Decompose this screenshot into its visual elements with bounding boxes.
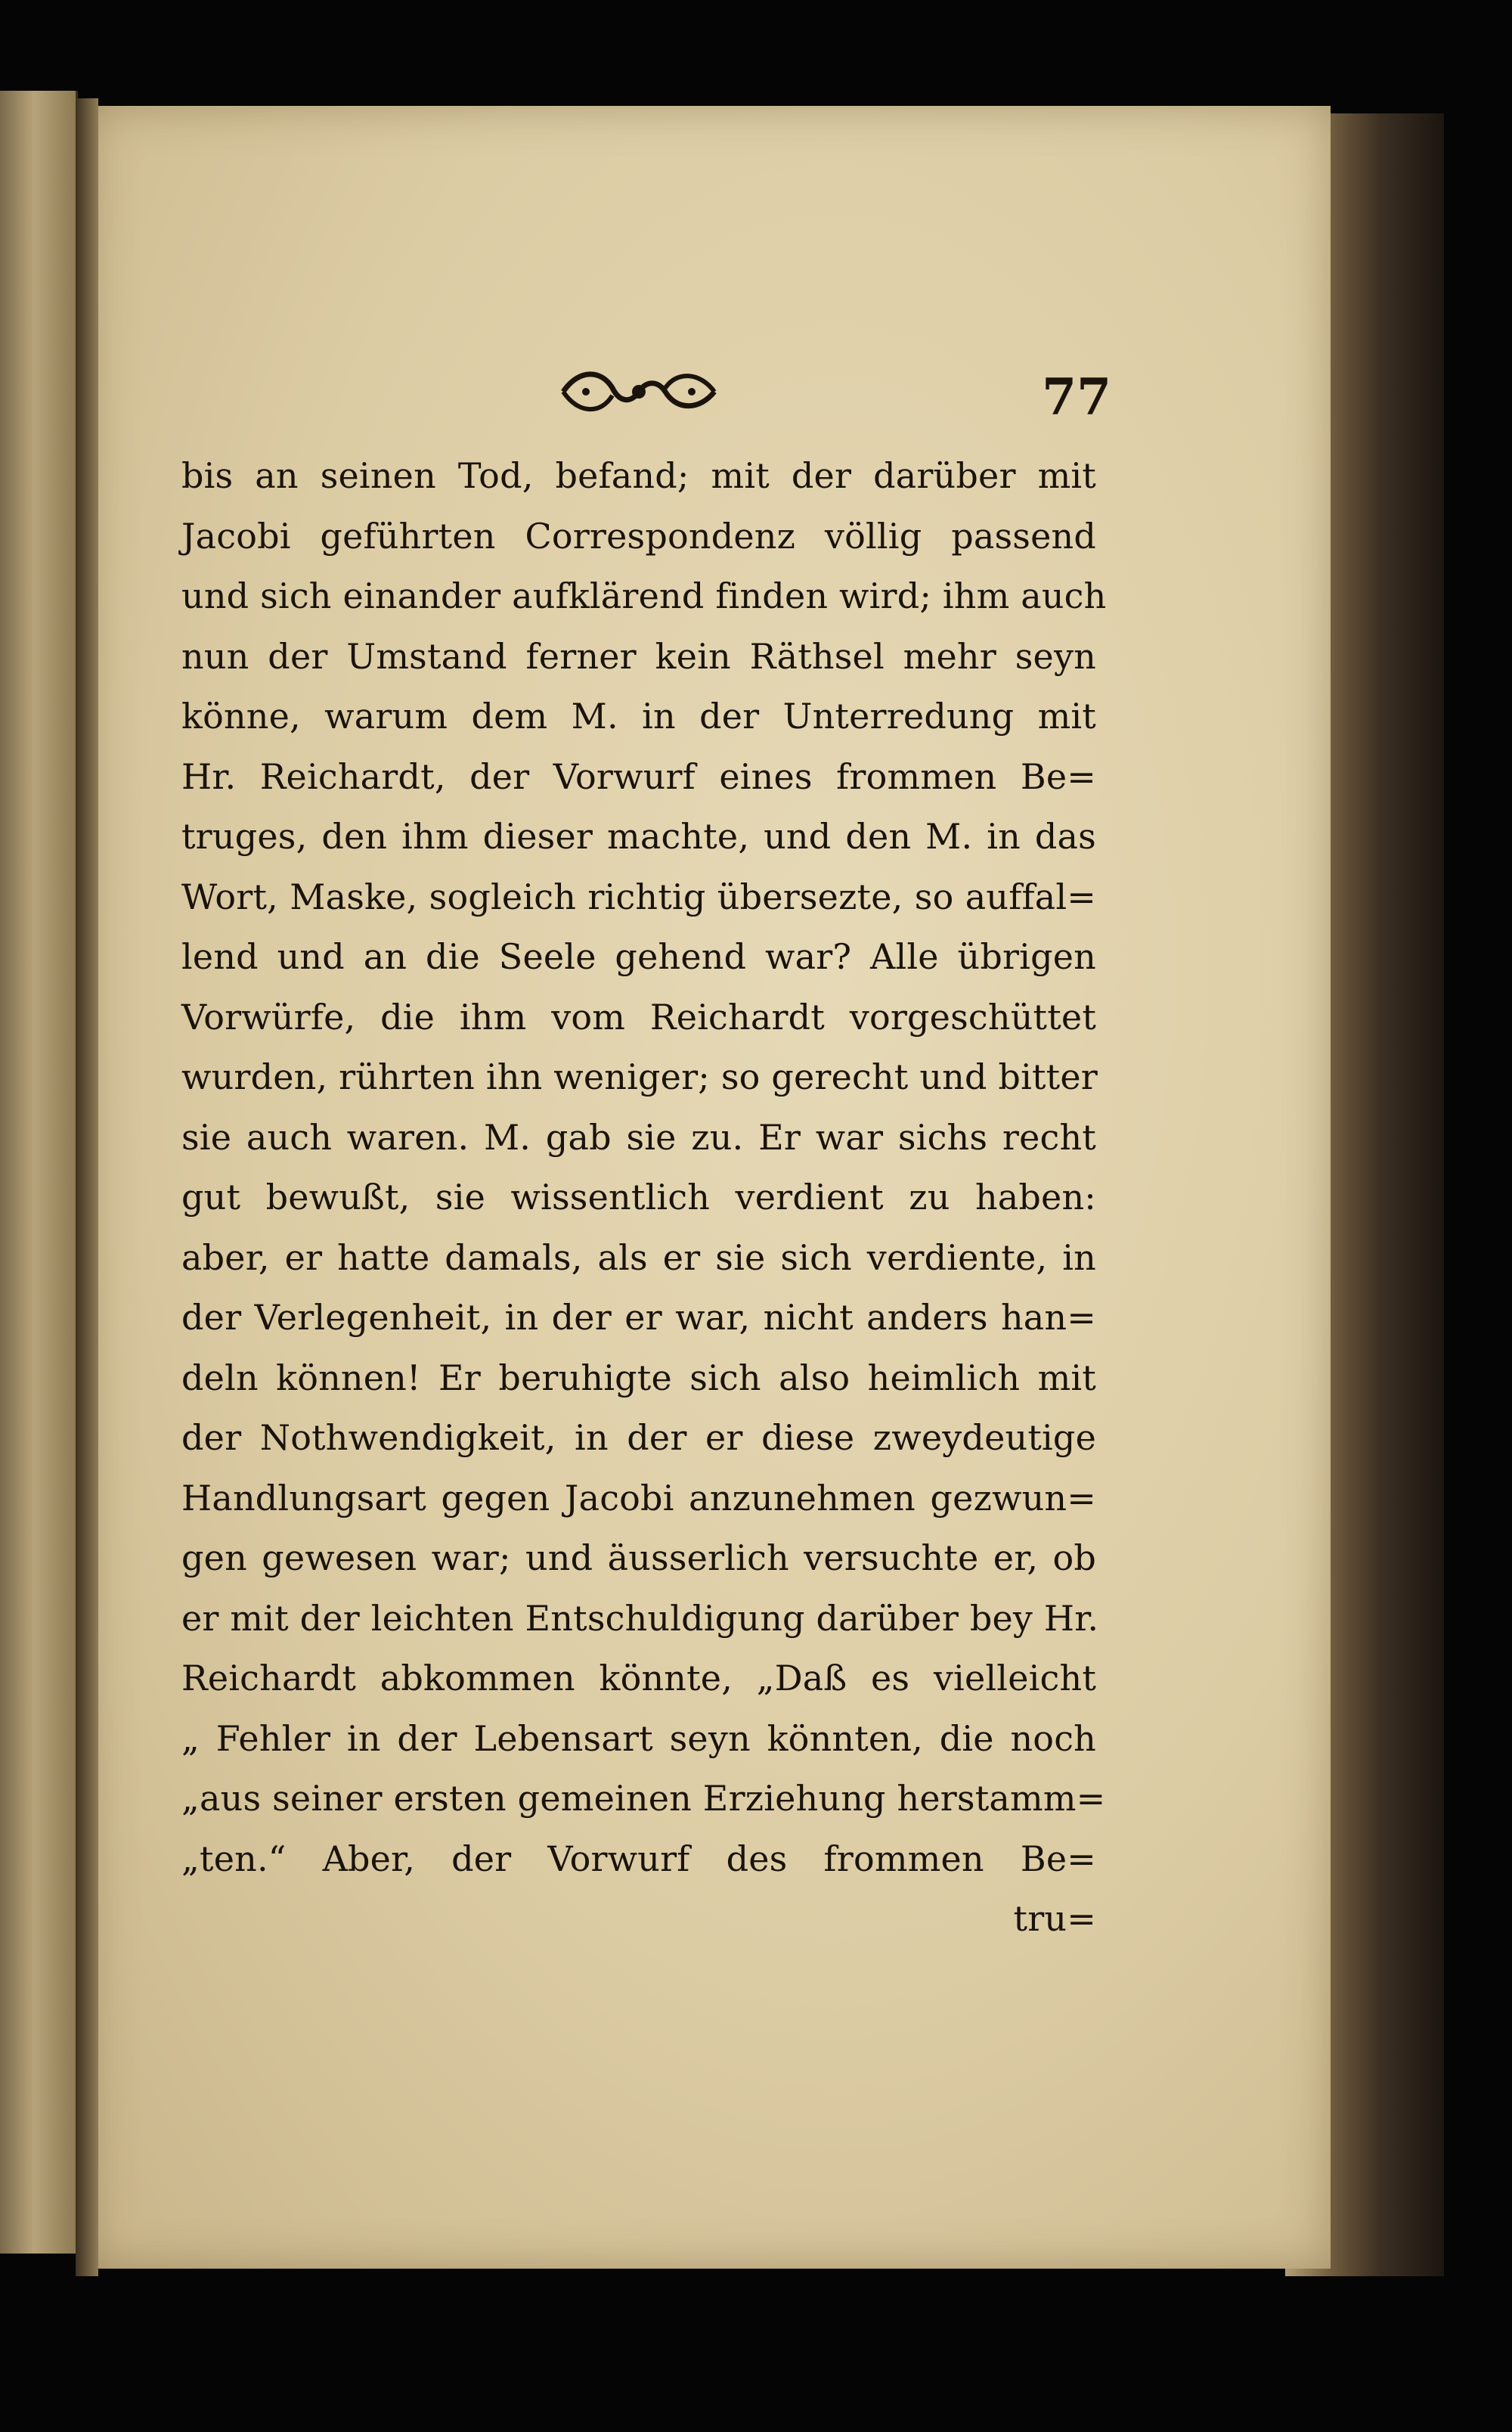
text-line: truges, den ihm dieser machte, und den M. in das: [181, 816, 1096, 857]
text-line: Wort, Maske, sogleich richtig übersezte, so auffal=: [181, 876, 1096, 917]
text-line: der Verlegenheit, in der er war, nicht anders han=: [181, 1297, 1096, 1338]
text-line: „ten.“ Aber, der Vorwurf des frommen Be=: [181, 1838, 1096, 1879]
text-line: bis an seinen Tod, befand; mit der darüber mit: [181, 455, 1096, 496]
book-gutter: [76, 98, 98, 2276]
text-line: sie auch waren. M. gab sie zu. Er war sichs recht: [181, 1116, 1096, 1158]
text-line: aber, er hatte damals, als er sie sich verdiente, in: [181, 1236, 1096, 1278]
previous-page-edge: [0, 91, 78, 2254]
text-line: Vorwürfe, die ihm vom Reichardt vorgeschüttet: [181, 996, 1096, 1038]
text-line: Jacobi geführten Correspondenz völlig passend: [181, 515, 1096, 557]
text-line: Handlungsart gegen Jacobi anzunehmen gezwun=: [181, 1477, 1096, 1518]
text-line: könne, warum dem M. in der Unterredung mit: [181, 696, 1096, 737]
text-line: gen gewesen war; und äusserlich versuchte er, ob: [181, 1537, 1096, 1578]
page-number: 77: [1042, 368, 1111, 427]
text-line: Hr. Reichardt, der Vorwurf eines frommen Be=: [181, 755, 1096, 797]
text-line: der Nothwendigkeit, in der er diese zweydeutige: [181, 1417, 1096, 1458]
text-line: deln können! Er beruhigte sich also heimlich mit: [181, 1357, 1096, 1398]
text-line: gut bewußt, sie wissentlich verdient zu haben:: [181, 1177, 1096, 1218]
text-line: lend und an die Seele gehend war? Alle übrigen: [181, 936, 1096, 977]
catchword: tru=: [1013, 1898, 1096, 1939]
text-line: nun der Umstand ferner kein Räthsel mehr seyn: [181, 635, 1096, 677]
text-line: „ Fehler in der Lebensart seyn könnten, die noch: [181, 1717, 1096, 1759]
body-text: [181, 446, 1107, 1950]
text-line: er mit der leichten Entschuldigung darüber bey Hr.: [181, 1597, 1099, 1639]
text-line: und sich einander aufklärend finden wird; ihm auch: [181, 575, 1107, 616]
text-line: wurden, rührten ihn weniger; so gerecht und bitter: [181, 1056, 1098, 1097]
header-ornament-icon: [556, 365, 722, 418]
text-line: Reichardt abkommen könnte, „Daß es vielleicht: [181, 1658, 1096, 1698]
text-line: „aus seiner ersten gemeinen Erziehung herstamm=: [181, 1778, 1106, 1819]
